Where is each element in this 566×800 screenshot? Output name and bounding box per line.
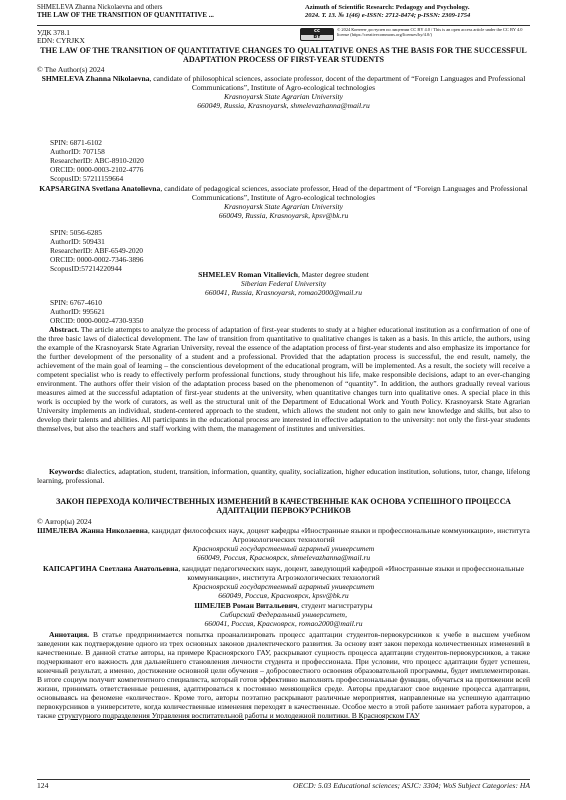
author-name: SHMELEV Roman Vitalievich <box>198 270 298 279</box>
author-name: ШМЕЛЕВА Жанна Николаевна <box>37 526 148 535</box>
author-id-line: SPIN: 6767-4610 <box>50 298 102 307</box>
udc-code: УДК 378.1 <box>37 28 70 37</box>
author-address: 660049, Россия, Красноярск, shmelevazhanna@mail.ru <box>196 553 371 563</box>
license-block <box>300 28 530 45</box>
author-university: Красноярский государственный аграрный университет <box>192 544 375 554</box>
keywords-label: Keywords: <box>49 467 85 476</box>
abstract-text: The article attempts to analyze the process of adaptation of first-year students to study at a higher educational institution as a confirmation of one of the three basic laws of dialectical development. The law of transition from quantitative to qualitative changes is taken as a basis. In this article, the authors, using the example of the Krasnoyarsk State Agrarian University, reveal the essence of the adaptation process of first-year students and also emphasize its importance for the further development of the personality of a student and a professional. Provided that the adaptation process is successful, the end result, namely, the achievement of the main goal of learning – the conscientious development of the educational program, will be implemented. As a result, the society will receive a competent specialist who is ready to effectively perform professional functions, study throughout his life, make responsible decisions, adapt to an ever-changing environment. The authors offer their vision of the adaptation process based on the phenomenon of “quantity”. In addition, the authors gradually reveal various measures aimed at the successful adaptation of first-year students at the university, when quantitative changes turn into qualitative ones. A special place in this work is occupied by the work of curators, as well as the structural unit of the Department of Educational Work and Youth Policy. Krasnoyarsk State Agrarian University implements an individual, student-centered approach to the student, which allows the student not only to gain new knowledge and skills, but also to develop their talents and abilities. All participants in the educational process are interested in effective adaptation to the university: not only the first-year students themselves, but also the teachers and staff working with them, the management of institutes and universities. <box>37 325 530 433</box>
author-description: , candidate of philosophical sciences, associate professor, docent of the department of “Foreign Languages and Professional Communications”, Institute of Agro-ecological technologies <box>149 74 526 93</box>
footer-rule <box>37 779 530 780</box>
author-university: Сибирский Федеральный университет, <box>219 610 348 620</box>
cc-by-license-icon: cc BY <box>300 28 334 41</box>
copyright-en: © The Author(s) 2024 <box>37 65 105 74</box>
abstract-label: Abstract. <box>49 325 79 334</box>
author-description: , кандидат философских наук, доцент кафедры «Иностранные языки и профессиональные коммуникации», института Агроэкологических технологий <box>147 526 530 545</box>
author-name: КАПСАРГИНА Светлана Анатольевна <box>43 564 179 573</box>
article-meta <box>37 29 85 46</box>
author-description: , студент магистратуры <box>297 601 373 610</box>
author-id-line: ResearcherID: ABC-8910-2020 <box>50 156 144 166</box>
abstract-en <box>37 325 530 433</box>
author-1-identifiers <box>50 138 144 183</box>
author-id-line: SPIN: 6871-6102 <box>50 138 102 147</box>
running-header-left <box>37 4 214 21</box>
author-address: 660041, Russia, Krasnoyarsk, romao2000@mail.ru <box>204 288 363 298</box>
running-header-right <box>305 4 530 20</box>
journal-issue: 2024. T. 13. № 1(46) e-ISSN: 2712-8474; p-ISSN: 2309-1754 <box>305 12 471 20</box>
annotation-label: Аннотация. <box>49 630 90 639</box>
header-authors: SHMELEVA Zhanna Nickolaevna and others <box>37 4 163 11</box>
author-3-ru <box>37 601 530 628</box>
author-description: , кандидат педагогических наук, доцент, заведующий кафедрой «Иностранные языки и профессиональные коммуникации», института Агроэкологических технологий <box>178 564 524 583</box>
journal-title: Azimuth of Scientific Research: Pedagogy and Psychology. <box>305 4 470 11</box>
author-id-line: AuthorID: 509431 <box>50 237 105 247</box>
keywords-text: dialectics, adaptation, student, transition, information, quantity, quality, socialization, higher education institution, solutions, tutor, change, lifelong learning, professional. <box>37 467 530 485</box>
author-university: Siberian Federal University <box>240 279 327 289</box>
author-description: , Master degree student <box>298 270 369 279</box>
author-id-line: ScopusID: 57211159664 <box>50 174 124 184</box>
author-1-en <box>37 74 530 110</box>
author-address: 660049, Russia, Krasnoyarsk, kpsv@bk.ru <box>218 211 349 221</box>
author-id-line: ORCID: 0000-0002-7346-3896 <box>50 255 144 265</box>
author-address: 660049, Russia, Krasnoyarsk, shmelevazhanna@mail.ru <box>197 101 370 111</box>
author-2-identifiers <box>50 228 143 273</box>
author-address: 660041, Россия, Красноярск, romao2000@mail.ru <box>204 619 363 629</box>
article-title-ru: ЗАКОН ПЕРЕХОДА КОЛИЧЕСТВЕННЫХ ИЗМЕНЕНИЙ В КАЧЕСТВЕННЫЕ КАК ОСНОВА УСПЕШНОГО ПРОЦЕССА АДАПТАЦИИ ПЕРВОКУРСНИКОВ <box>56 497 511 516</box>
header-rule <box>37 25 530 26</box>
author-name: SHMELEVA Zhanna Nikolaevna <box>41 74 150 83</box>
author-university: Krasnoyarsk State Agrarian University <box>223 92 344 102</box>
classification-codes: OECD: 5.03 Educational sciences; ASJC: 3304; WoS Subject Categories: HA <box>292 781 530 790</box>
annotation-text: В статье предпринимается попытка проанализировать процесс адаптации студентов-первокурсников к учебе в высшем учебном заведении как подтверждение одного из трех основных законов диалектического развития. За основу взят закон перехода количественных изменений в качественные. В данной статье авторы, на примере Красноярского ГАУ, раскрывают сущность процесса адаптации студентов-первокурсников, а также подчеркивают его важность для дальнейшего становления личности студента и профессионала. При условии, что процесс адаптации будет успешен, конечный результат, а именно, достижение основной цели обучения – добросовестного освоения образовательной программы, будет имплементирован. В итоге социум получит компетентного специалиста, который готов эффективно выполнять профессиональные функции, обучаться на протяжении всей жизни, принимать ответственные решения, адаптироваться к постоянно меняющейся среде. Авторы предлагают свое видение процесса адаптации, основываясь на феномене «количество». Кроме того, авторы поэтапно раскрывают различные мероприятия, направленные на успешную адаптацию первокурсников в университете, когда количественные изменения переходят в качественные. Особое место в этой работе занимает работа кураторов, а также <box>37 630 530 720</box>
edn-code: EDN: CYRJKX <box>37 36 85 46</box>
author-id-line: ORCID: 0000-0003-2102-4776 <box>50 165 144 175</box>
author-university: Красноярский государственный аграрный университет <box>192 582 375 592</box>
author-2-en <box>37 184 530 220</box>
author-id-line: AuthorID: 995621 <box>50 307 105 317</box>
copyright-ru: © Автор(ы) 2024 <box>37 517 92 526</box>
page-number: 124 <box>37 781 49 790</box>
author-name: ШМЕЛЕВ Роман Витальевич <box>194 601 298 610</box>
annotation-ru <box>37 630 530 720</box>
author-id-line: AuthorID: 707158 <box>50 147 105 157</box>
keywords-en <box>37 467 530 485</box>
running-header <box>37 4 530 24</box>
author-id-line: ResearcherID: ABF-6549-2020 <box>50 246 143 256</box>
author-2-ru <box>37 564 530 600</box>
author-1-ru <box>37 526 530 562</box>
article-title-en: THE LAW OF THE TRANSITION OF QUANTITATIVE CHANGES TO QUALITATIVE ONES AS THE BASIS FOR THE SUCCESSFUL ADAPTATION PROCESS OF FIRST-YEAR STUDENTS <box>40 46 527 65</box>
author-3-en <box>37 270 530 297</box>
license-text: © 2024 Контент доступен по лицензии CC BY 4.0 / This is an open access article under the CC BY 4.0 license (https://creativecommons.org/licenses/by/4.0/) <box>337 27 523 37</box>
author-id-line: ORCID: 0000-0002-4730-9350 <box>50 316 144 326</box>
header-short-title: THE LAW OF THE TRANSITION OF QUANTITATIVE ... <box>37 12 214 20</box>
author-3-identifiers <box>50 298 143 325</box>
author-description: , candidate of pedagogical sciences, associate professor, Head of the department of “Foreign Languages and Professional Communications”, Institute of Agro-ecological technologies <box>160 184 528 203</box>
author-university: Krasnoyarsk State Agrarian University <box>223 202 344 212</box>
author-id-line: ScopusID:57214220944 <box>50 264 122 274</box>
author-name: KAPSARGINA Svetlana Anatolievna <box>39 184 161 193</box>
author-address: 660049, Россия, Красноярск, kpsv@bk.ru <box>218 591 349 601</box>
annotation-tail: структурного подразделения Управления воспитательной работы и молодежной политики. В Красноярском ГАУ <box>57 711 420 720</box>
author-id-line: SPIN: 5056-6285 <box>50 228 102 237</box>
